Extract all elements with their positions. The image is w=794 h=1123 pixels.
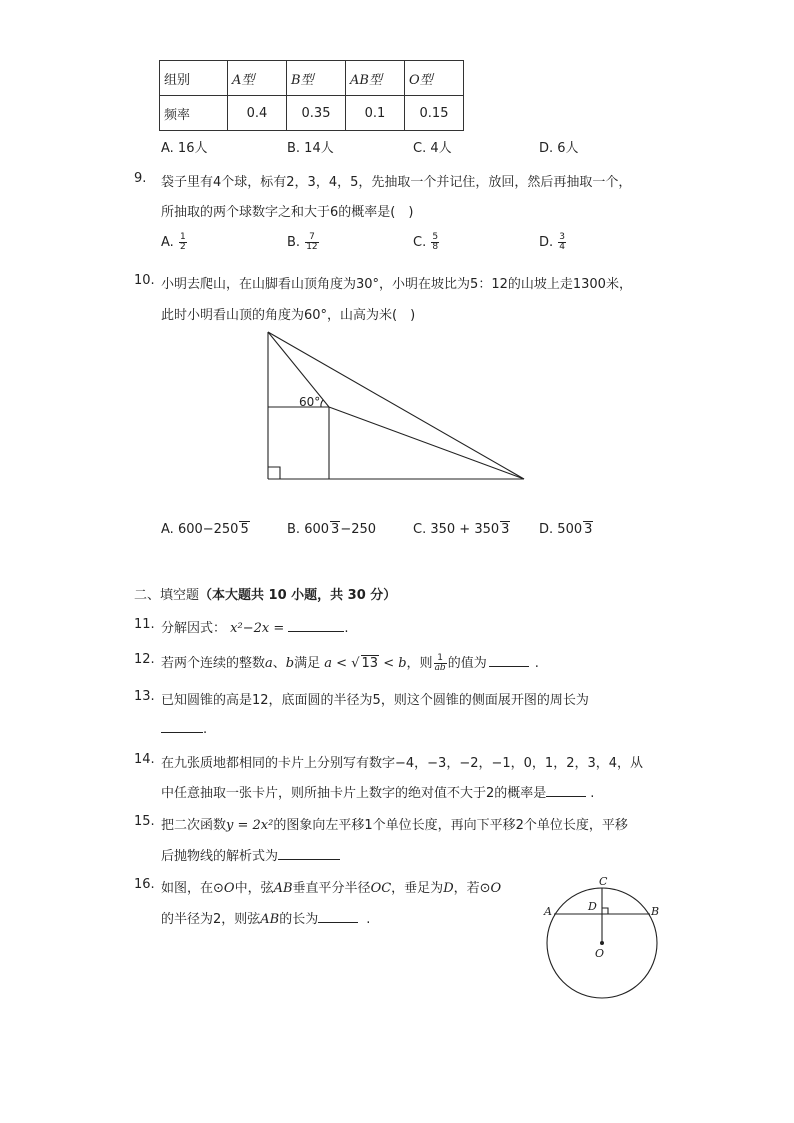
fraction <box>179 233 187 252</box>
q12-end: . <box>534 656 539 671</box>
q16-line2 <box>161 908 370 927</box>
q9-option-a <box>161 233 188 252</box>
q12-sep: 、 <box>272 656 286 671</box>
sqrt-radicand: 3 <box>501 522 510 537</box>
table-cell: AB型 <box>346 61 405 96</box>
frequency-table <box>159 60 464 131</box>
table-cell: 0.15 <box>405 96 464 131</box>
answer-blank[interactable] <box>278 847 340 860</box>
q10-option-d <box>539 522 593 537</box>
q14-line1: 在九张质地都相同的卡片上分别写有数字−4，−3，−2，−1，0，1，2，3，4，从 <box>161 756 644 771</box>
q15-number: 15. <box>134 814 155 829</box>
answer-blank[interactable] <box>318 910 358 923</box>
numerator: 7 <box>305 233 318 243</box>
ineq-right: < b <box>383 656 407 671</box>
option-label: C. <box>413 235 427 250</box>
option-label: D. <box>539 235 554 250</box>
q13-line2 <box>161 720 207 737</box>
angle-label: 60° <box>299 395 321 409</box>
mountain-diagram <box>260 325 535 490</box>
q8-option-c: C. 4人 <box>413 141 452 156</box>
option-label: C. <box>413 522 427 537</box>
sqrt-radicand: 5 <box>240 522 249 537</box>
q16-line2a: 的半径为2，则弦 <box>161 912 261 927</box>
q16-end: . <box>366 912 371 927</box>
q11-number: 11. <box>134 617 155 632</box>
q10-option-c <box>413 522 510 537</box>
table-cell: 0.1 <box>346 96 405 131</box>
var-b: b <box>285 656 295 671</box>
sqrt-radicand: 3 <box>331 522 340 537</box>
var-a: a <box>265 656 273 671</box>
ineq-left: a < <box>324 656 348 671</box>
sqrt-radicand: 3 <box>584 522 593 537</box>
q13-end: . <box>203 722 208 737</box>
section-prefix: 二、填空题 <box>134 588 200 603</box>
q14-line2-text: 中任意抽取一张卡片，则所抽卡片上数字的绝对值不大于2的概率是 <box>161 786 547 801</box>
q9-line2: 所抽取的两个球数字之和大于6的概率是( ) <box>161 205 414 220</box>
q10-option-b <box>287 522 376 537</box>
q9-option-c <box>413 233 440 252</box>
q11-prompt: 分解因式： <box>161 621 227 636</box>
answer-blank[interactable] <box>489 654 529 667</box>
table-cell: 频率 <box>160 96 228 131</box>
numerator: 1 <box>179 232 186 242</box>
var-o: O <box>223 881 235 896</box>
denominator: 8 <box>432 242 439 252</box>
slope-line <box>329 407 524 479</box>
sqrt-radicand: 13 <box>361 656 379 671</box>
denominator: 2 <box>179 242 186 252</box>
option-expr: 500 <box>557 522 583 537</box>
sqrt-sign: √ <box>351 656 360 671</box>
q14-line2 <box>161 782 594 801</box>
section-heading <box>134 584 396 603</box>
table-cell: A型 <box>228 61 287 96</box>
var-o: O <box>490 881 502 896</box>
label-c: C <box>599 875 608 888</box>
numerator: 3 <box>559 232 566 242</box>
circle-diagram <box>536 872 666 1004</box>
option-expr: 600 <box>304 522 330 537</box>
q10-line2: 此时小明看山顶的角度为60°，山高为米( ) <box>161 308 416 323</box>
var-ab: AB <box>273 881 293 896</box>
option-label: A. <box>161 235 174 250</box>
q16-number: 16. <box>134 877 155 892</box>
label-a: A <box>544 905 552 918</box>
q16-t5: ，若⊙ <box>453 881 491 896</box>
q8-option-b: B. 14人 <box>287 141 334 156</box>
label-o: O <box>595 947 605 960</box>
q8-option-a: A. 16人 <box>161 141 208 156</box>
q12-number: 12. <box>134 652 155 667</box>
var-oc: OC <box>370 881 392 896</box>
answer-blank[interactable] <box>161 720 203 733</box>
denominator: ab <box>434 663 446 673</box>
option-expr-tail: −250 <box>340 522 377 537</box>
q9-option-d <box>539 233 567 252</box>
center-point <box>600 941 604 945</box>
q16-t4: ，垂足为 <box>391 881 444 896</box>
answer-blank[interactable] <box>546 784 586 797</box>
fraction <box>305 233 318 252</box>
numerator: 5 <box>432 232 439 242</box>
table-cell: O型 <box>405 61 464 96</box>
q11-text <box>161 617 349 636</box>
table-cell: 0.35 <box>287 96 346 131</box>
option-label: B. <box>287 522 301 537</box>
q13-number: 13. <box>134 689 155 704</box>
q14-number: 14. <box>134 752 155 767</box>
q12-text <box>161 652 539 673</box>
q10-number: 10. <box>134 273 155 288</box>
q9-line1: 袋子里有4个球，标有2，3，4，5，先抽取一个并记住，放回，然后再抽取一个， <box>161 175 632 190</box>
var-d: D <box>443 881 454 896</box>
q8-option-d: D. 6人 <box>539 141 579 156</box>
q15-t1: 把二次函数 <box>161 818 227 833</box>
denominator: 12 <box>306 242 318 252</box>
table-cell: 0.4 <box>228 96 287 131</box>
q9-number: 9. <box>134 171 147 186</box>
section-info: （本大题共 10 小题，共 30 分） <box>199 588 397 603</box>
answer-blank[interactable] <box>288 619 344 632</box>
label-d: D <box>588 900 597 913</box>
numerator: 1 <box>434 654 447 664</box>
table-cell: 组别 <box>160 61 228 96</box>
fraction <box>431 233 439 252</box>
option-label: B. <box>287 235 301 250</box>
q11-end: . <box>344 621 349 636</box>
right-angle-mark <box>602 908 608 914</box>
right-angle-mark <box>268 467 280 479</box>
q16-t3: 垂直平分半径 <box>292 881 371 896</box>
q16-line1 <box>161 877 501 896</box>
option-expr: 600−250 <box>177 522 239 537</box>
q9-option-b <box>287 233 320 252</box>
var-ab: AB <box>260 912 280 927</box>
fraction <box>558 233 566 252</box>
q11-math: x²−2x = <box>230 621 285 636</box>
q15-line2 <box>161 845 340 864</box>
q12-t1: 若两个连续的整数 <box>161 656 266 671</box>
option-label: A. <box>161 522 174 537</box>
label-b: B <box>651 905 660 918</box>
q16-t2: 中，弦 <box>234 881 274 896</box>
q10-line1: 小明去爬山，在山脚看山顶角度为30°，小明在坡比为5：12的山坡上走1300米， <box>161 277 632 292</box>
table-header-row <box>160 61 464 96</box>
q12-t4: 的值为 <box>447 656 487 671</box>
option-expr: 350 + 350 <box>430 522 500 537</box>
angle-arc <box>321 400 323 407</box>
q13-line1: 已知圆锥的高是12，底面圆的半径为5，则这个圆锥的侧面展开图的周长为 <box>161 693 589 708</box>
q12-t3: ，则 <box>406 656 433 671</box>
q15-line2-text: 后抛物线的解析式为 <box>161 849 279 864</box>
q14-end: . <box>590 786 595 801</box>
q15-math: y = 2x² <box>226 818 274 833</box>
denominator: 4 <box>559 242 566 252</box>
q15-t2: 的图象向左平移1个单位长度，再向下平移2个单位长度，平移 <box>273 818 628 833</box>
q12-t2: 满足 <box>294 656 321 671</box>
table-row <box>160 96 464 131</box>
option-label: D. <box>539 522 554 537</box>
q10-option-a <box>161 522 250 537</box>
q16-t1: 如图，在⊙ <box>161 881 224 896</box>
fraction <box>434 654 447 673</box>
q16-line2b: 的长为 <box>279 912 319 927</box>
q15-line1 <box>161 814 628 833</box>
table-cell: B型 <box>287 61 346 96</box>
